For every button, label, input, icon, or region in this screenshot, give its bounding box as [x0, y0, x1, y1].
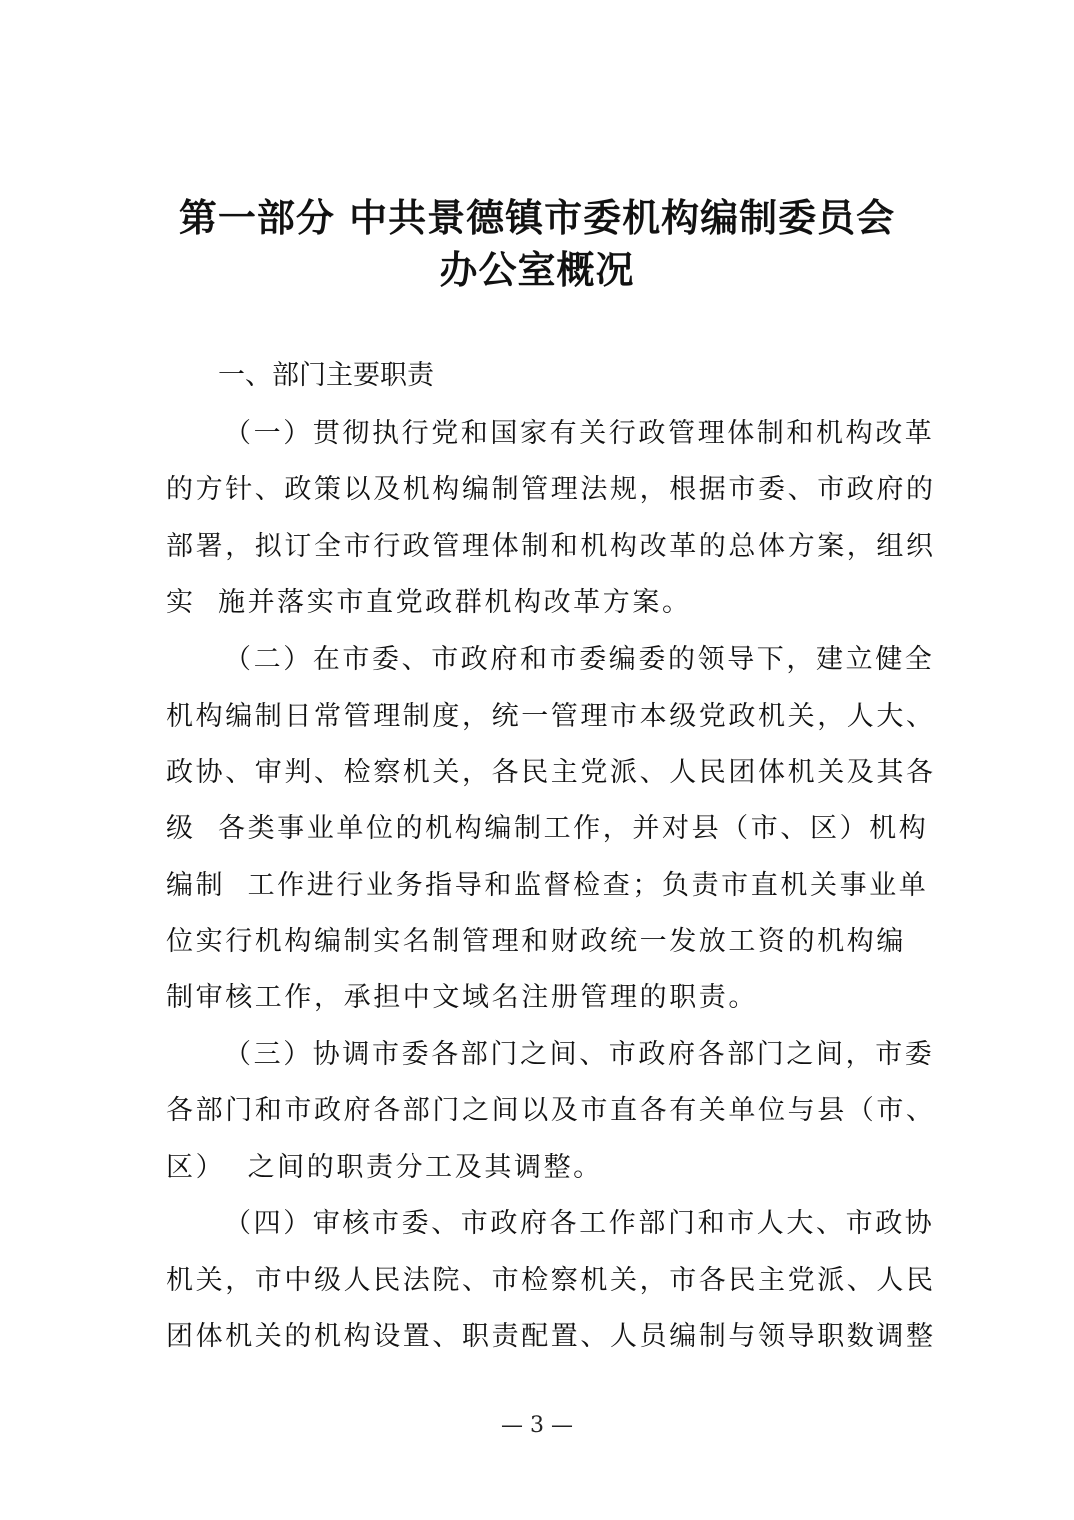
paragraph-1-line-1: （一）贯彻执行党和国家有关行政管理体制和机构改革 — [224, 418, 935, 449]
paragraph-2-line-2: 机构编制日常管理制度，统一管理市本级党政机关，人大、 — [166, 701, 936, 732]
page-title-line-2: 办公室概况 — [439, 248, 635, 292]
paragraph-4-line-2: 机关，市中级人民法院、市检察机关，市各民主党派、人民 — [166, 1265, 936, 1296]
paragraph-4-line-3: 团体机关的机构设置、职责配置、人员编制与领导职数调整 — [166, 1321, 936, 1352]
paragraph-2-line-5: 编制 工作进行业务指导和监督检查；负责市直机关事业单 — [166, 870, 929, 901]
paragraph-4-line-1: （四）审核市委、市政府各工作部门和市人大、市政协 — [224, 1208, 935, 1239]
paragraph-3-line-1: （三）协调市委各部门之间、市政府各部门之间，市委 — [224, 1039, 935, 1070]
paragraph-1-line-2: 的方针、政策以及机构编制管理法规，根据市委、市政府的 — [166, 474, 936, 505]
section-heading: 一、部门主要职责 — [218, 360, 434, 391]
paragraph-1-line-3: 部署，拟订全市行政管理体制和机构改革的总体方案，组织 — [166, 531, 936, 562]
paragraph-3-line-2: 各部门和市政府各部门之间以及市直各有关单位与县（市、 — [166, 1095, 936, 1126]
paragraph-2-line-1: （二）在市委、市政府和市委编委的领导下，建立健全 — [224, 644, 935, 675]
paragraph-3-line-3: 区） 之间的职责分工及其调整。 — [166, 1152, 603, 1183]
paragraph-2-line-4: 级 各类事业单位的机构编制工作，并对县（市、区）机构 — [166, 813, 929, 844]
page-title-line-1: 第一部分 中共景德镇市委机构编制委员会 — [178, 196, 896, 240]
paragraph-1-line-4: 实 施并落实市直党政群机构改革方案。 — [166, 587, 692, 618]
paragraph-2-line-7: 制审核工作，承担中文域名注册管理的职责。 — [166, 982, 758, 1013]
paragraph-2-line-3: 政协、审判、检察机关，各民主党派、人民团体机关及其各 — [166, 757, 936, 788]
paragraph-2-line-6: 位实行机构编制实名制管理和财政统一发放工资的机构编 — [166, 926, 906, 957]
page-number: — 3 — — [501, 1413, 573, 1438]
